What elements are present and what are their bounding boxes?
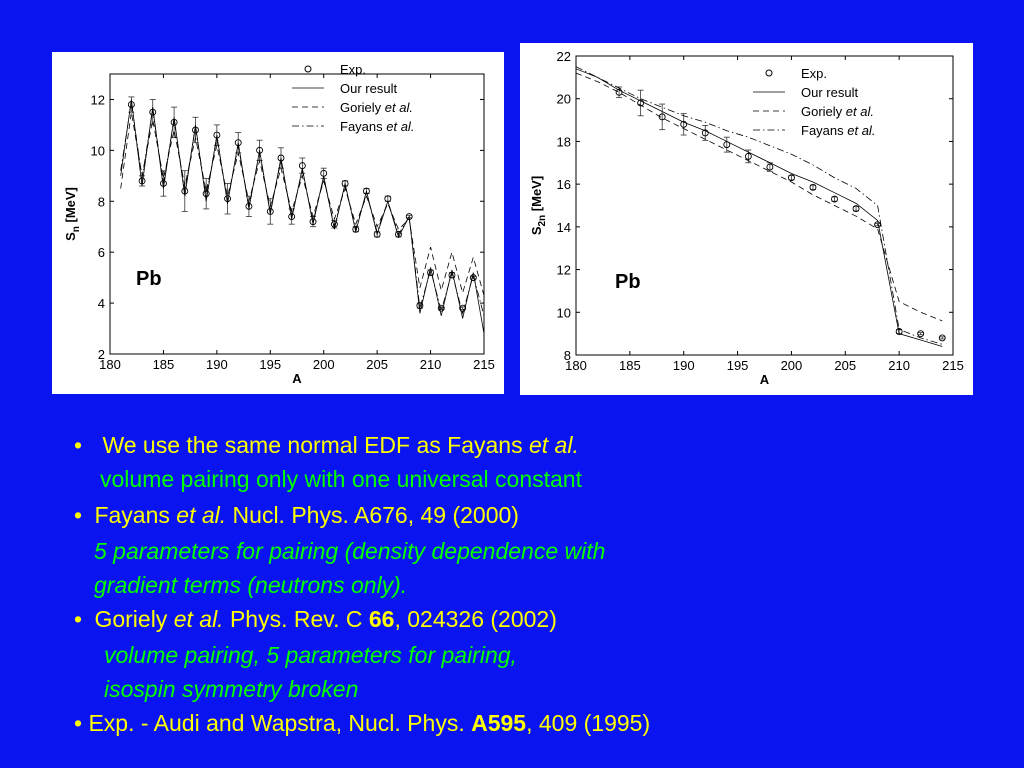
- solid-series-line: [576, 69, 942, 347]
- y-tick-label: 16: [556, 177, 571, 193]
- y-tick-label: 12: [556, 262, 571, 278]
- y-tick-label: 12: [90, 92, 105, 108]
- bullet-4-line-1: [74, 706, 650, 740]
- y-tick-label: 10: [556, 305, 571, 321]
- y-axis-label: $S_n$ [MeV]: [63, 187, 82, 241]
- bullet-3-line-3: isospin symmetry broken: [104, 676, 359, 702]
- x-tick-label: 185: [152, 357, 175, 372]
- y-tick-label: 18: [556, 134, 571, 150]
- x-axis-label: A: [759, 372, 770, 387]
- dashed-series-line: [121, 112, 484, 295]
- y-tick-label: 2: [97, 347, 105, 362]
- x-tick-label: 205: [366, 357, 388, 372]
- bullet-1-marker: •: [74, 432, 83, 458]
- y-tick-label: 10: [90, 143, 105, 159]
- legend-label: Goriely et al.: [340, 100, 413, 115]
- bullet-1-text: We use the same normal EDF as Fayans: [102, 432, 529, 458]
- bullet-2-line-3: gradient terms (neutrons only).: [94, 572, 408, 598]
- legend-marker-circle: [766, 70, 772, 76]
- x-tick-label: 200: [780, 358, 803, 373]
- legend-label: Fayans et al.: [340, 119, 415, 134]
- x-tick-label: 210: [419, 357, 442, 372]
- x-axis-label: A: [292, 371, 302, 386]
- bullet-3-journal: Phys. Rev. C: [223, 606, 369, 632]
- bullet-3-line-2: volume pairing, 5 parameters for pairing,: [104, 642, 517, 668]
- bullet-2-pages: , 49 (2000): [407, 502, 519, 528]
- x-tick-label: 180: [565, 358, 587, 373]
- legend-label: Exp.: [801, 66, 828, 81]
- bullet-2-line-1: [74, 498, 519, 532]
- y-tick-label: 6: [97, 245, 105, 261]
- bullet-1-line-2: volume pairing only with one universal constant: [100, 466, 582, 492]
- x-tick-label: 200: [312, 357, 335, 372]
- x-tick-label: 210: [888, 358, 910, 373]
- y-tick-label: 8: [563, 348, 571, 363]
- bullet-3-pages: , 024326 (2002): [394, 606, 557, 632]
- y-tick-label: 8: [97, 194, 105, 210]
- x-tick-label: 190: [206, 357, 228, 372]
- bullet-4-text: Exp. - Audi and Wapstra, Nucl. Phys.: [82, 710, 472, 736]
- sn-chart: [52, 52, 504, 394]
- sn-chart-panel: [52, 52, 504, 394]
- bullet-3-author: Goriely: [94, 606, 174, 632]
- plot-frame: [576, 56, 953, 355]
- x-tick-label: 185: [619, 358, 641, 373]
- legend-label: Our result: [801, 85, 859, 100]
- legend-label: Exp.: [340, 62, 367, 77]
- bullet-2-author: Fayans: [94, 502, 177, 528]
- y-tick-label: 4: [97, 296, 105, 312]
- x-tick-label: 180: [99, 357, 121, 372]
- x-tick-label: 195: [726, 358, 749, 373]
- bullet-2-marker: •: [74, 502, 83, 528]
- bullet-4-volume: A595: [471, 710, 527, 736]
- bullet-3-volume: 66: [368, 606, 395, 632]
- y-tick-label: 14: [556, 219, 571, 235]
- x-tick-label: 190: [672, 358, 695, 373]
- x-tick-label: 215: [473, 357, 495, 372]
- plot-frame: [110, 74, 484, 354]
- legend-label: Goriely et al.: [801, 104, 874, 119]
- legend-label: Fayans et al.: [801, 123, 876, 138]
- pb-annotation: Pb: [136, 268, 162, 290]
- bullet-1-line-1: [74, 428, 579, 462]
- x-tick-label: 195: [259, 357, 282, 372]
- bullet-3-line-1: [74, 602, 557, 636]
- bullet-2-volume: A676: [353, 502, 408, 528]
- y-tick-label: 20: [556, 91, 571, 107]
- bullet-1-italic: et al.: [528, 432, 579, 458]
- x-tick-label: 205: [834, 358, 857, 373]
- bullet-3-marker: •: [74, 606, 83, 632]
- y-tick-label: 22: [556, 49, 571, 64]
- s2n-chart: [520, 43, 973, 395]
- bullet-4-pages: , 409 (1995): [526, 710, 651, 736]
- bullet-2-line-2: 5 parameters for pairing (density dependence with: [94, 538, 606, 564]
- s2n-chart-panel: [520, 43, 973, 395]
- dashdot-series-line: [576, 67, 942, 345]
- bullet-3-etal: et al.: [173, 606, 224, 632]
- bullet-4-marker: •: [74, 710, 83, 736]
- y-axis-label: $S_{2n}$ [MeV]: [529, 175, 548, 236]
- pb-annotation: Pb: [615, 271, 641, 293]
- x-tick-label: 215: [942, 358, 964, 373]
- legend-marker-circle: [305, 66, 311, 72]
- bullet-2-journal: Nucl. Phys.: [226, 502, 354, 528]
- legend-label: Our result: [340, 81, 398, 96]
- bullet-2-etal: et al.: [176, 502, 227, 528]
